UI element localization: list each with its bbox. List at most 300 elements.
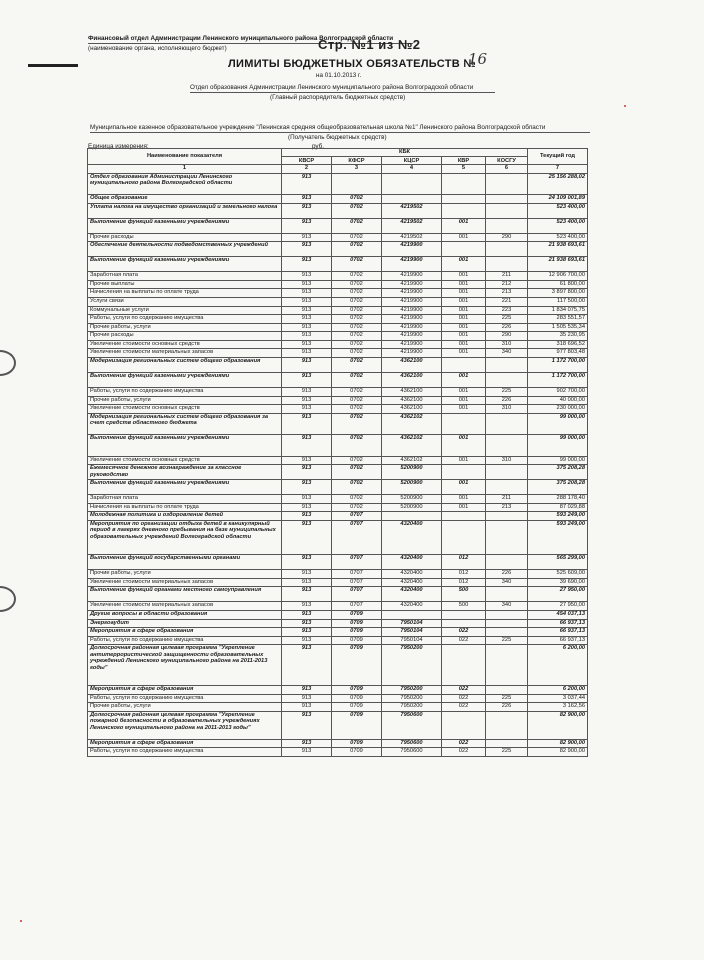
- table-row: [88, 711, 588, 739]
- row-name: Начисления на выплаты по оплате труда: [88, 503, 282, 512]
- row-name: Увеличение стоимости основных средств: [88, 340, 282, 349]
- table-row: [88, 636, 588, 645]
- row-kosgu: 225: [486, 388, 528, 397]
- row-kvr: 012: [442, 555, 486, 570]
- row-kosgu: 226: [486, 570, 528, 579]
- table-row: [88, 280, 588, 289]
- row-kcsr: 7950104: [382, 619, 442, 628]
- row-kcsr: 5200900: [382, 503, 442, 512]
- row-kvr: 012: [442, 578, 486, 587]
- row-kvr: [442, 619, 486, 628]
- row-value: 288 178,40: [528, 495, 588, 504]
- row-kosgu: 211: [486, 495, 528, 504]
- row-kcsr: [382, 512, 442, 521]
- row-kosgu: [486, 610, 528, 619]
- row-kfsr: 0702: [332, 349, 382, 358]
- row-kfsr: 0702: [332, 323, 382, 332]
- row-name: Прочие работы, услуги: [88, 703, 282, 712]
- table-row: [88, 396, 588, 405]
- row-value: 230 000,00: [528, 405, 588, 414]
- row-value: 82 900,00: [528, 748, 588, 757]
- row-kvsr: 913: [282, 233, 332, 242]
- row-kcsr: 4219900: [382, 297, 442, 306]
- row-value: 454 037,13: [528, 610, 588, 619]
- row-kcsr: 4219900: [382, 289, 442, 298]
- row-kvr: 001: [442, 323, 486, 332]
- table-row: [88, 694, 588, 703]
- row-kvr: 001: [442, 289, 486, 298]
- row-kvr: 500: [442, 587, 486, 602]
- row-kvsr: 913: [282, 413, 332, 434]
- column-index: 6: [486, 165, 528, 173]
- row-kcsr: 7950600: [382, 739, 442, 748]
- table-row: [88, 242, 588, 257]
- row-kvr: 001: [442, 315, 486, 324]
- row-kvsr: 913: [282, 405, 332, 414]
- row-name: Отдел образования Администрации Ленинского муниципального района Волгоградской области: [88, 173, 282, 194]
- row-kosgu: 226: [486, 323, 528, 332]
- row-value: 523 400,00: [528, 233, 588, 242]
- row-kvr: 001: [442, 257, 486, 272]
- row-kosgu: [486, 628, 528, 637]
- row-name: Выполнение функций казенными учреждениями: [88, 218, 282, 233]
- row-name: Ежемесячное денежное вознаграждение за классное руководство: [88, 465, 282, 480]
- row-kfsr: 0702: [332, 218, 382, 233]
- row-kvr: 022: [442, 703, 486, 712]
- row-kcsr: 5200900: [382, 480, 442, 495]
- row-value: 3 037,44: [528, 694, 588, 703]
- row-kfsr: 0707: [332, 512, 382, 521]
- table-row: [88, 495, 588, 504]
- row-kosgu: 213: [486, 503, 528, 512]
- row-kosgu: 225: [486, 636, 528, 645]
- row-kcsr: 4362102: [382, 456, 442, 465]
- row-value: 977 803,48: [528, 349, 588, 358]
- row-value: 3 162,56: [528, 703, 588, 712]
- row-kcsr: [382, 194, 442, 203]
- row-kcsr: 4219900: [382, 315, 442, 324]
- row-name: Заработная плата: [88, 272, 282, 281]
- row-kfsr: 0709: [332, 711, 382, 739]
- row-kfsr: 0702: [332, 306, 382, 315]
- row-kvsr: 913: [282, 306, 332, 315]
- row-kvr: 500: [442, 602, 486, 611]
- row-name: Мероприятия в сфере образования: [88, 628, 282, 637]
- row-kfsr: 0709: [332, 645, 382, 686]
- row-kvsr: 913: [282, 373, 332, 388]
- row-kosgu: 310: [486, 405, 528, 414]
- row-kcsr: 4219900: [382, 280, 442, 289]
- row-kcsr: 4362100: [382, 358, 442, 373]
- row-kfsr: 0702: [332, 242, 382, 257]
- row-kcsr: 4320400: [382, 578, 442, 587]
- table-row: [88, 405, 588, 414]
- row-value: 35 230,95: [528, 332, 588, 341]
- row-kvr: 012: [442, 570, 486, 579]
- row-kvsr: 913: [282, 495, 332, 504]
- row-kcsr: 4219900: [382, 332, 442, 341]
- document-title: ЛИМИТЫ БЮДЖЕТНЫХ ОБЯЗАТЕЛЬСТВ №: [228, 58, 476, 70]
- row-kfsr: 0709: [332, 703, 382, 712]
- row-kvr: [442, 173, 486, 194]
- row-kvr: [442, 521, 486, 555]
- row-value: 318 696,52: [528, 340, 588, 349]
- header-name: Наименование показателя: [88, 149, 282, 165]
- row-kfsr: 0702: [332, 405, 382, 414]
- row-kosgu: [486, 203, 528, 218]
- row-value: 117 500,00: [528, 297, 588, 306]
- row-kvsr: 913: [282, 203, 332, 218]
- row-name: Модернизация региональных систем общего образования: [88, 358, 282, 373]
- table-row: [88, 173, 588, 194]
- row-value: 21 938 693,61: [528, 257, 588, 272]
- unit-label: Единица измерения:: [88, 143, 149, 150]
- row-kcsr: 4362102: [382, 435, 442, 456]
- row-name: Мероприятия по организации отдыха детей в каникулярный период в лагерях дневного пребывания на базе муниципальных образовательных учреждений Волгоградской области: [88, 521, 282, 555]
- row-value: 27 950,00: [528, 587, 588, 602]
- row-kvr: 001: [442, 396, 486, 405]
- underline: [190, 92, 495, 93]
- table-row: [88, 435, 588, 456]
- row-kosgu: [486, 521, 528, 555]
- row-kvsr: 913: [282, 480, 332, 495]
- org-caption: (наименование органа, исполняющего бюджет): [88, 45, 227, 52]
- row-kvr: 001: [442, 495, 486, 504]
- table-row: [88, 521, 588, 555]
- row-value: 82 900,00: [528, 739, 588, 748]
- table-row: [88, 388, 588, 397]
- row-name: Прочие расходы: [88, 233, 282, 242]
- row-kcsr: 4219502: [382, 203, 442, 218]
- row-kosgu: 226: [486, 703, 528, 712]
- limits-table: [87, 148, 588, 757]
- row-kcsr: 4219900: [382, 349, 442, 358]
- row-kcsr: 7950200: [382, 645, 442, 686]
- table-row: [88, 332, 588, 341]
- row-kosgu: 310: [486, 340, 528, 349]
- row-kvr: [442, 358, 486, 373]
- row-kvr: 001: [442, 456, 486, 465]
- row-kvsr: 913: [282, 257, 332, 272]
- table-row: [88, 480, 588, 495]
- row-name: Увеличение стоимости материальных запасов: [88, 602, 282, 611]
- row-kvsr: 913: [282, 555, 332, 570]
- row-kosgu: 221: [486, 297, 528, 306]
- row-kvsr: 913: [282, 636, 332, 645]
- table-row: [88, 257, 588, 272]
- row-kcsr: 4362100: [382, 405, 442, 414]
- row-kcsr: 4362100: [382, 373, 442, 388]
- table-row: [88, 645, 588, 686]
- table-row: [88, 739, 588, 748]
- page-stamp: Стр. №1 из №2: [318, 37, 421, 52]
- header-kfsr: КФСР: [332, 157, 382, 165]
- row-kfsr: 0707: [332, 570, 382, 579]
- row-kosgu: [486, 711, 528, 739]
- row-value: 25 156 288,02: [528, 173, 588, 194]
- row-name: Выполнение функций казенными учреждениями: [88, 480, 282, 495]
- row-kvsr: 913: [282, 619, 332, 628]
- row-kosgu: 211: [486, 272, 528, 281]
- row-value: 66 937,13: [528, 619, 588, 628]
- row-kvr: 022: [442, 748, 486, 757]
- row-value: 1 834 075,75: [528, 306, 588, 315]
- table-row: [88, 373, 588, 388]
- handwritten-number: 16: [468, 50, 488, 68]
- row-kvsr: 913: [282, 340, 332, 349]
- row-name: Выполнение функций казенными учреждениями: [88, 435, 282, 456]
- table-row: [88, 218, 588, 233]
- row-kosgu: [486, 358, 528, 373]
- row-kvr: 001: [442, 405, 486, 414]
- row-value: 565 299,00: [528, 555, 588, 570]
- row-kosgu: [486, 619, 528, 628]
- scan-speck: [20, 920, 22, 922]
- row-name: Работы, услуги по содержанию имущества: [88, 315, 282, 324]
- table-row: [88, 602, 588, 611]
- row-kvr: 001: [442, 233, 486, 242]
- row-value: 525 609,00: [528, 570, 588, 579]
- row-kcsr: 4320400: [382, 602, 442, 611]
- row-kvsr: 913: [282, 748, 332, 757]
- row-value: 523 400,00: [528, 203, 588, 218]
- row-kvr: [442, 242, 486, 257]
- table-row: [88, 628, 588, 637]
- row-kosgu: [486, 512, 528, 521]
- table-row: [88, 465, 588, 480]
- row-kvr: [442, 203, 486, 218]
- row-kvr: 001: [442, 332, 486, 341]
- row-kosgu: [486, 739, 528, 748]
- row-kosgu: 290: [486, 233, 528, 242]
- row-kfsr: 0702: [332, 272, 382, 281]
- table-row: [88, 587, 588, 602]
- row-kfsr: [332, 173, 382, 194]
- row-kosgu: [486, 257, 528, 272]
- row-value: 375 208,28: [528, 465, 588, 480]
- row-name: Прочие работы, услуги: [88, 396, 282, 405]
- table-row: [88, 297, 588, 306]
- row-kvsr: 913: [282, 456, 332, 465]
- row-kvr: 001: [442, 503, 486, 512]
- recipient-caption: (Получатель бюджетных средств): [288, 134, 387, 141]
- row-name: Прочие работы, услуги: [88, 323, 282, 332]
- row-kvsr: 913: [282, 358, 332, 373]
- row-kcsr: 4320400: [382, 521, 442, 555]
- row-value: 3 897 800,00: [528, 289, 588, 298]
- row-value: 66 937,13: [528, 628, 588, 637]
- table-row: [88, 703, 588, 712]
- row-kfsr: 0709: [332, 610, 382, 619]
- table-row: [88, 349, 588, 358]
- row-value: 39 690,00: [528, 578, 588, 587]
- row-kfsr: 0709: [332, 619, 382, 628]
- row-value: 1 505 535,34: [528, 323, 588, 332]
- row-kvsr: 913: [282, 739, 332, 748]
- table-row: [88, 233, 588, 242]
- row-kvr: 001: [442, 340, 486, 349]
- row-kvr: 022: [442, 739, 486, 748]
- row-name: Увеличение стоимости основных средств: [88, 405, 282, 414]
- row-kvsr: 913: [282, 396, 332, 405]
- row-kosgu: 225: [486, 694, 528, 703]
- row-kcsr: 5200900: [382, 495, 442, 504]
- header-kosgu: КОСГУ: [486, 157, 528, 165]
- row-kfsr: 0702: [332, 297, 382, 306]
- row-kvr: 001: [442, 218, 486, 233]
- row-kvr: [442, 645, 486, 686]
- row-kvsr: 913: [282, 602, 332, 611]
- row-kosgu: [486, 373, 528, 388]
- scan-speck: [624, 105, 626, 107]
- row-kfsr: 0702: [332, 332, 382, 341]
- table-row: [88, 272, 588, 281]
- row-kvsr: 913: [282, 435, 332, 456]
- column-index: 2: [282, 165, 332, 173]
- row-kosgu: [486, 413, 528, 434]
- row-kvsr: 913: [282, 628, 332, 637]
- row-value: 523 400,00: [528, 218, 588, 233]
- table-row: [88, 503, 588, 512]
- row-kvsr: 913: [282, 280, 332, 289]
- row-kosgu: 340: [486, 578, 528, 587]
- row-name: Общее образование: [88, 194, 282, 203]
- row-kvr: 001: [442, 435, 486, 456]
- row-kvr: 001: [442, 280, 486, 289]
- row-kvr: 022: [442, 628, 486, 637]
- main-distributor-caption: (Главный распорядитель бюджетных средств): [270, 94, 406, 101]
- row-kcsr: 4219900: [382, 340, 442, 349]
- row-kfsr: 0702: [332, 413, 382, 434]
- row-kosgu: 226: [486, 396, 528, 405]
- row-kfsr: 0709: [332, 739, 382, 748]
- row-kcsr: 4219900: [382, 323, 442, 332]
- row-kvsr: 913: [282, 521, 332, 555]
- header-kbk: КБК: [282, 149, 528, 157]
- row-value: 21 938 693,61: [528, 242, 588, 257]
- row-kvr: [442, 610, 486, 619]
- row-kosgu: [486, 173, 528, 194]
- row-value: 99 000,00: [528, 456, 588, 465]
- row-name: Работы, услуги по содержанию имущества: [88, 636, 282, 645]
- row-value: 375 208,28: [528, 480, 588, 495]
- table-row: [88, 570, 588, 579]
- row-kosgu: 290: [486, 332, 528, 341]
- table-row: [88, 315, 588, 324]
- row-kfsr: 0707: [332, 587, 382, 602]
- row-kvsr: 913: [282, 645, 332, 686]
- row-value: 593 249,00: [528, 521, 588, 555]
- row-kcsr: [382, 610, 442, 619]
- row-kvsr: 913: [282, 315, 332, 324]
- row-kcsr: 7950200: [382, 694, 442, 703]
- row-kfsr: 0702: [332, 257, 382, 272]
- row-kvsr: 913: [282, 503, 332, 512]
- row-kvsr: 913: [282, 703, 332, 712]
- row-kvsr: 913: [282, 218, 332, 233]
- row-name: Работы, услуги по содержанию имущества: [88, 388, 282, 397]
- row-kvr: [442, 194, 486, 203]
- row-value: 82 900,00: [528, 711, 588, 739]
- edge-mark: [28, 64, 78, 67]
- row-kcsr: 4219900: [382, 257, 442, 272]
- table-row: [88, 413, 588, 434]
- table-row: [88, 194, 588, 203]
- row-kosgu: 310: [486, 456, 528, 465]
- row-name: Работы, услуги по содержанию имущества: [88, 694, 282, 703]
- row-kosgu: [486, 194, 528, 203]
- row-kfsr: 0709: [332, 628, 382, 637]
- table-row: [88, 358, 588, 373]
- row-name: Выполнение функций казенными учреждениями: [88, 373, 282, 388]
- table-row: [88, 512, 588, 521]
- row-kcsr: 7950104: [382, 628, 442, 637]
- row-kvr: [442, 413, 486, 434]
- row-name: Увеличение стоимости материальных запасов: [88, 578, 282, 587]
- row-kcsr: 7950104: [382, 636, 442, 645]
- row-kfsr: 0702: [332, 480, 382, 495]
- row-value: 12 906 700,00: [528, 272, 588, 281]
- row-value: 283 551,57: [528, 315, 588, 324]
- row-kfsr: 0702: [332, 388, 382, 397]
- row-kvr: 001: [442, 388, 486, 397]
- column-index: 7: [528, 165, 588, 173]
- row-kvsr: 913: [282, 297, 332, 306]
- row-kvr: 001: [442, 297, 486, 306]
- table-row: [88, 306, 588, 315]
- row-kvr: [442, 512, 486, 521]
- row-name: Прочие расходы: [88, 332, 282, 341]
- row-kfsr: 0702: [332, 358, 382, 373]
- row-kfsr: 0702: [332, 194, 382, 203]
- row-kosgu: [486, 587, 528, 602]
- row-kvsr: 913: [282, 694, 332, 703]
- main-distributor: Отдел образования Администрации Ленинского муниципального района Волгоградской области: [190, 84, 474, 91]
- row-kosgu: [486, 645, 528, 686]
- underline: [90, 132, 590, 133]
- row-kosgu: [486, 685, 528, 694]
- row-name: Уплата налога на имущество организаций и земельного налога: [88, 203, 282, 218]
- row-kvr: 001: [442, 373, 486, 388]
- row-kfsr: 0709: [332, 694, 382, 703]
- row-kcsr: 4362100: [382, 396, 442, 405]
- row-name: Молодежная политика и оздоровление детей: [88, 512, 282, 521]
- row-kfsr: 0709: [332, 685, 382, 694]
- row-kosgu: 223: [486, 306, 528, 315]
- row-value: 6 200,00: [528, 685, 588, 694]
- row-kvsr: 913: [282, 332, 332, 341]
- row-kfsr: 0702: [332, 503, 382, 512]
- header-kvr: КВР: [442, 157, 486, 165]
- row-name: Прочие выплаты: [88, 280, 282, 289]
- row-kfsr: 0702: [332, 456, 382, 465]
- column-index-row: [88, 165, 588, 173]
- row-kvsr: 913: [282, 388, 332, 397]
- row-value: 593 249,00: [528, 512, 588, 521]
- row-kosgu: [486, 242, 528, 257]
- row-value: 99 000,00: [528, 413, 588, 434]
- row-kfsr: 0707: [332, 555, 382, 570]
- row-kvr: [442, 465, 486, 480]
- column-index: 3: [332, 165, 382, 173]
- row-kvsr: 913: [282, 512, 332, 521]
- row-kvsr: 913: [282, 578, 332, 587]
- document-date: на 01.10.2013 г.: [316, 72, 362, 79]
- row-kcsr: 7950200: [382, 703, 442, 712]
- row-kvsr: 913: [282, 242, 332, 257]
- row-name: Работы, услуги по содержанию имущества: [88, 748, 282, 757]
- row-kfsr: 0702: [332, 435, 382, 456]
